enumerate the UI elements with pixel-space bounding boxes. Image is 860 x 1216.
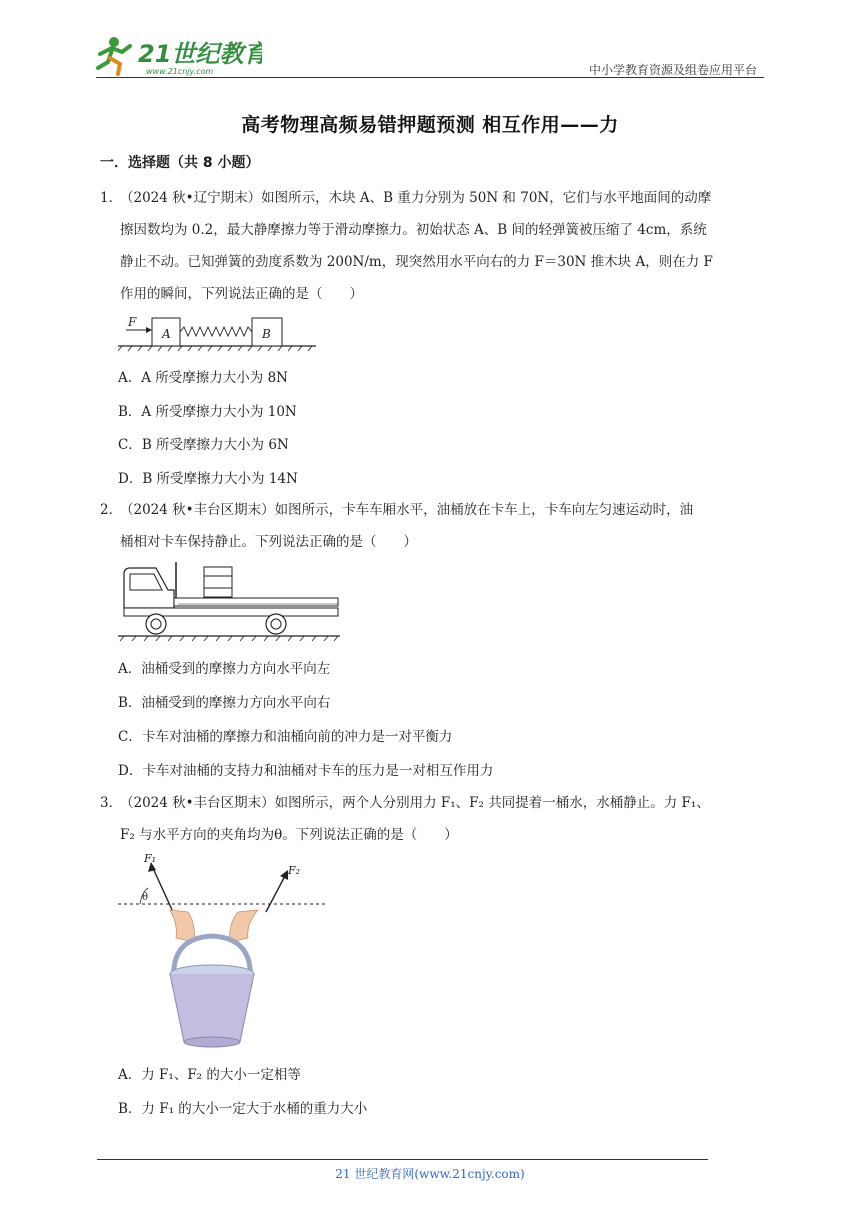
footer-link[interactable]: 21 世纪教育网(www.21cnjy.com) <box>335 1167 525 1181</box>
section-heading: 一．选择题（共 8 小题） <box>100 155 260 171</box>
site-logo <box>92 34 262 78</box>
page-title: 高考物理高频易错押题预测 相互作用——力 <box>241 114 619 136</box>
runner-icon <box>98 37 130 74</box>
question-2: 2．（2024 秋•丰台区期末）如图所示，卡车车厢水平，油桶放在卡车上，卡车向左匀速运动时，油 桶相对卡车保持静止。下列说法正确的是（ ） <box>100 502 694 550</box>
option-2b: B．油桶受到的摩擦力方向水平向右 <box>118 695 331 711</box>
question-1: 1．（2024 秋•辽宁期末）如图所示，木块 A、B 重力分别为 50N 和 70N，它们与水平地面间的动摩 擦因数均为 0.2，最大静摩擦力等于滑动摩擦力。初始状态 A、B 间的轻弹簧被压缩了 4cm，系统 静止不动。已知弹簧的劲度系数为 200N/m，现突然用水平向右的力 F＝30N 推木块 A，则在力 F 作用的瞬间，下列说法正确的是（ ） <box>100 190 713 302</box>
svg-text:B: B <box>262 327 271 341</box>
svg-text:www.21cnjy.com: www.21cnjy.com <box>146 67 214 76</box>
footer-divider <box>97 1159 708 1160</box>
svg-text:F: F <box>128 315 137 329</box>
spring-blocks-figure <box>118 312 318 356</box>
option-1c: C．B 所受摩擦力大小为 6N <box>118 437 289 453</box>
option-3a: A．力 F₁、F₂ 的大小一定相等 <box>118 1067 301 1083</box>
truck-figure <box>118 560 343 648</box>
option-2a: A．油桶受到的摩擦力方向水平向左 <box>118 661 331 677</box>
option-3b: B．力 F₁ 的大小一定大于水桶的重力大小 <box>118 1101 368 1117</box>
option-1a: A．A 所受摩擦力大小为 8N <box>118 370 288 386</box>
svg-text:F₂: F₂ <box>288 864 301 877</box>
bucket-figure <box>118 852 328 1056</box>
option-2d: D．卡车对油桶的支持力和油桶对卡车的压力是一对相互作用力 <box>118 763 494 779</box>
option-2c: C．卡车对油桶的摩擦力和油桶向前的冲力是一对平衡力 <box>118 729 453 745</box>
question-3: 3．（2024 秋•丰台区期末）如图所示，两个人分别用力 F₁、F₂ 共同提着一桶水，水桶静止。力 F₁、 F₂ 与水平方向的夹角均为θ。下列说法正确的是（ ） <box>100 795 710 843</box>
option-1d: D．B 所受摩擦力大小为 14N <box>118 471 298 487</box>
logo-wordmark: 21世纪教育 <box>138 40 262 68</box>
header-divider <box>96 77 764 78</box>
svg-text:A: A <box>162 327 171 341</box>
svg-text:F₁: F₁ <box>144 852 157 865</box>
site-name: 中小学教育资源及组卷应用平台 <box>588 63 757 77</box>
option-1b: B．A 所受摩擦力大小为 10N <box>118 404 297 420</box>
svg-text:θ: θ <box>142 892 149 903</box>
